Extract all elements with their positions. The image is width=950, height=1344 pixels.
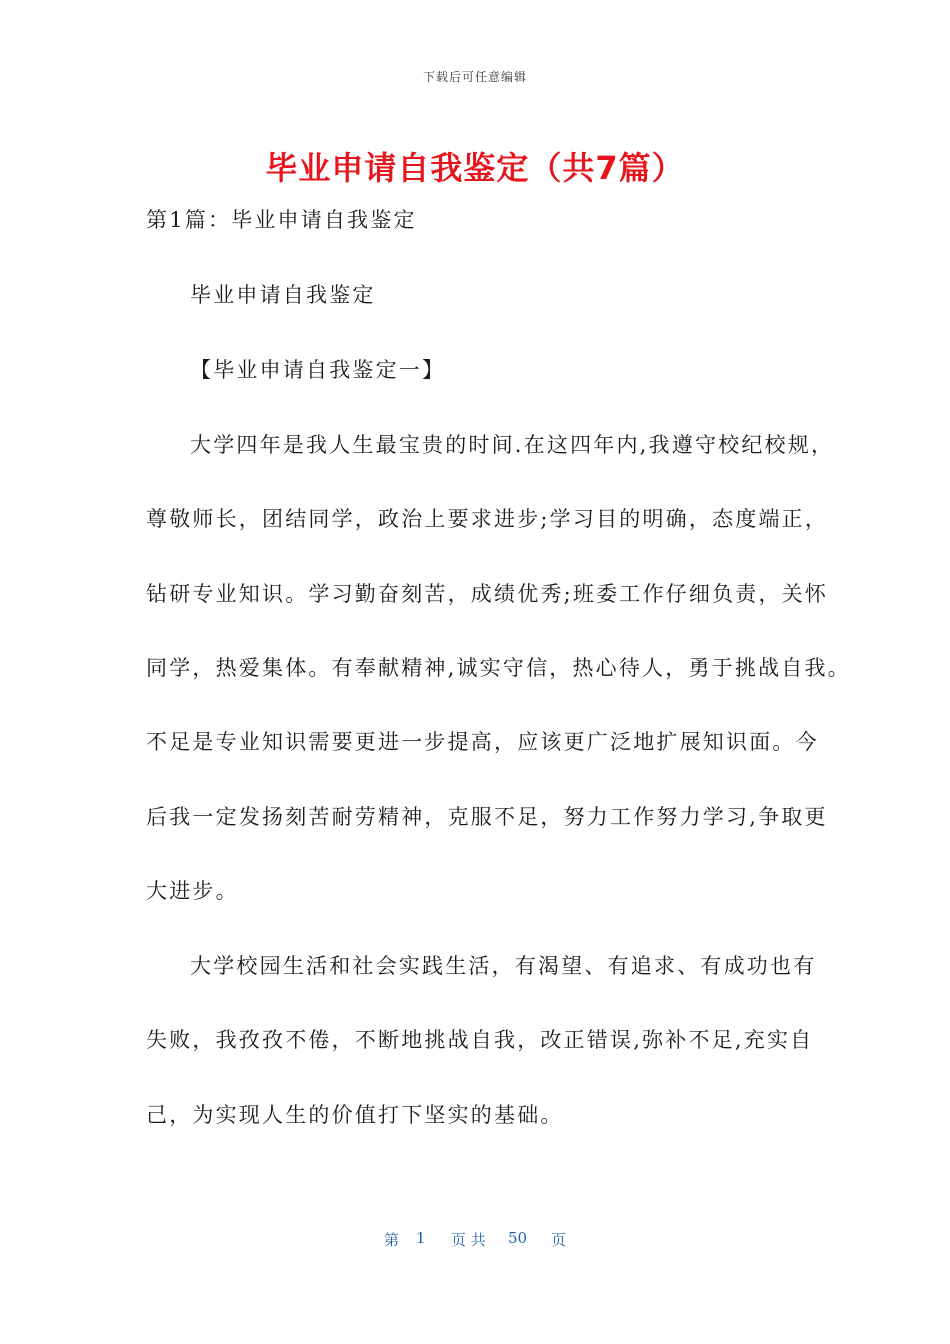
- footer-label-di: 第: [384, 1231, 400, 1249]
- paragraph-line: 大学校园生活和社会实践生活，有渴望、有追求、有成功也有: [190, 954, 817, 978]
- page-footer: [0, 1229, 950, 1253]
- bracketed-heading: 【毕业申请自我鉴定一】: [190, 358, 446, 382]
- header-note: 下载后可任意编辑: [422, 70, 527, 84]
- paragraph-line: 己，为实现人生的价值打下坚实的基础。: [146, 1103, 564, 1127]
- document-title: 毕业申请自我鉴定（共7篇）: [265, 149, 685, 187]
- current-page-number: 1: [416, 1229, 426, 1247]
- paragraph-line: 同学，热爱集体。有奉献精神,诚实守信，热心待人，勇于挑战自我。: [146, 656, 851, 680]
- paragraph-line: 不足是专业知识需要更进一步提高，应该更广泛地扩展知识面。今: [146, 730, 819, 754]
- paragraph-line: 尊敬师长，团结同学，政治上要求进步;学习目的明确，态度端正，: [146, 507, 829, 531]
- total-pages: 50: [508, 1229, 528, 1247]
- subheading: 毕业申请自我鉴定: [190, 283, 376, 307]
- paragraph-line: 大学四年是我人生最宝贵的时间.在这四年内,我遵守校纪校规，: [190, 433, 835, 457]
- paragraph-line: 后我一定发扬刻苦耐劳精神，克服不足，努力工作努力学习,争取更: [146, 805, 828, 829]
- footer-label-ye-gong: 页 共: [451, 1231, 486, 1249]
- paragraph-line: 失败，我孜孜不倦，不断地挑战自我，改正错误,弥补不足,充实自: [146, 1028, 814, 1052]
- paragraph-line: 钻研专业知识。学习勤奋刻苦，成绩优秀;班委工作仔细负责，关怀: [146, 582, 829, 606]
- section-heading: 第1篇：毕业申请自我鉴定: [146, 208, 417, 232]
- paragraph-line: 大进步。: [146, 879, 239, 903]
- footer-label-ye: 页: [551, 1231, 567, 1249]
